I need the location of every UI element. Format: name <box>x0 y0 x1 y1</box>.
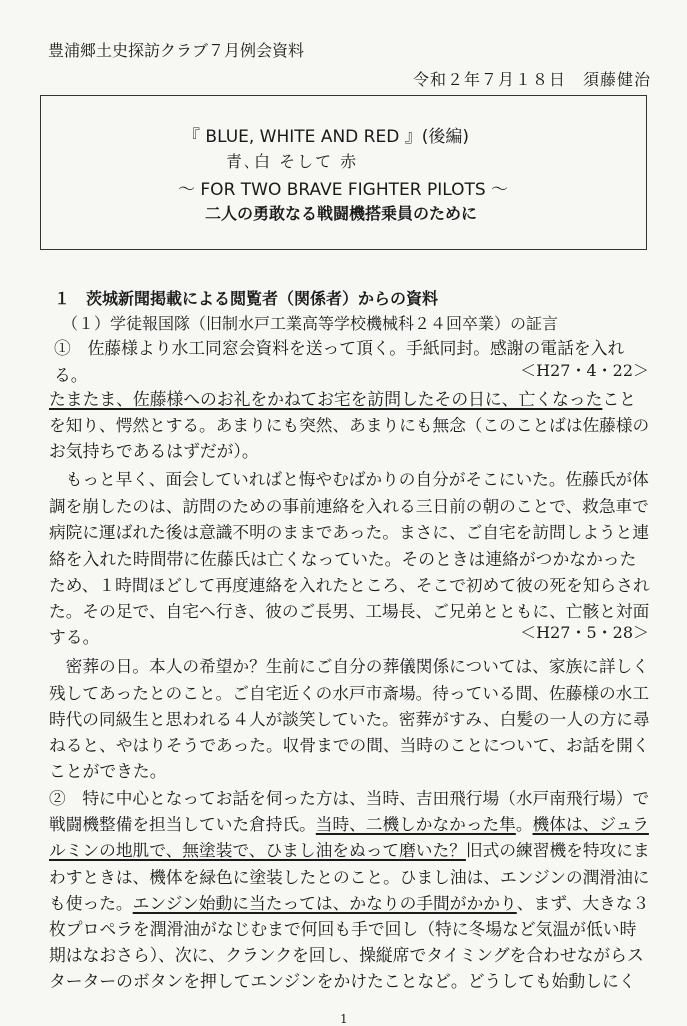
title-line-4: 二人の勇敢なる戦闘機搭乗員のために <box>205 204 478 223</box>
p4-line-3 <box>49 837 650 861</box>
p3-line-3: 時代の同級生と思われる４人が談笑していた。密葬がすみ、白髪の一人の方に尋 <box>49 710 650 729</box>
p2-line-7: する。 <box>49 627 100 647</box>
p4-line-5-b: 、まず、大きな３ <box>516 893 650 913</box>
p3-line-5: ことができた。 <box>49 761 167 781</box>
document-header-date-author: 令和２年７月１８日 須藤健治 <box>413 70 652 89</box>
p2-line-4: 絡を入れた時間帯に佐藤氏は亡くなっていた。そのときは連絡がつかなかった <box>49 549 637 569</box>
p2-line-1: もっと早く、面会していればと悔やむばかりの自分がそこにいた。佐藤氏が体 <box>49 470 649 489</box>
p3-line-4: ねると、やはりそうであった。収骨までの間、当時のことについて、お話を開く <box>49 735 650 755</box>
section-heading: １ 茨城新聞掲載による閲覧者（関係者）からの資料 <box>54 289 439 308</box>
p1-line-1: ① 佐藤様より水工同窓会資料を送って頂く。手紙同封。感謝の電話を入れ <box>54 338 625 358</box>
p4-line-4: わすときは、機体を緑色に塗装したとのこと。ひまし油は、エンジンの潤滑油に <box>49 867 650 887</box>
title-box <box>40 95 647 250</box>
p4-line-3-underlined: ルミンの地肌で、無塗装で、ひまし油をぬって磨いた？ <box>49 840 466 860</box>
p2-line-2: 調を崩したのは、訪問のための事前連絡を入れる三日前の朝のことで、救急車で <box>49 497 649 516</box>
p4-line-5 <box>49 890 649 914</box>
p1-line-3-underlined: たまたま、佐藤様へのお礼をかねてお宅を訪問したその日に、亡くなった <box>49 389 603 409</box>
document-header-club: 豊浦郷土史探訪クラブ７月例会資料 <box>48 41 305 60</box>
p4-line-2-underlined-1: 当時、二機しかなかった隼 <box>315 815 516 834</box>
p4-line-2-underlined-2: 機体は、ジュラ <box>532 815 649 834</box>
p4-line-2-a: 戦闘機整備を担当していた倉持氏。 <box>49 815 316 834</box>
page-number: 1 <box>340 1012 348 1026</box>
p3-line-2: 残してあったとのこと。ご自宅近くの水戸市斎場。待っている間、佐藤様の水工 <box>49 684 650 703</box>
p2-line-5: ため、１時間ほどして再度連絡を入れたところ、そこで初めて彼の死を知らされ <box>49 575 650 595</box>
p1-date: ＜H27・4・22＞ <box>520 361 649 380</box>
p4-line-2-b: 。 <box>515 815 533 834</box>
p3-line-1: 密葬の日。本人の希望か？生前にご自分の葬儀関係については、家族に詳しく <box>49 657 649 676</box>
title-line-2: 青､白 そして 赤 <box>226 152 359 171</box>
p2-date: ＜H27・5・28＞ <box>520 623 649 642</box>
p1-line-2: る。 <box>54 365 88 385</box>
p1-line-5: お気持ちであるはずだが）。 <box>49 441 259 461</box>
p2-line-3: 病院に運ばれた後は意識不明のままであった。まさに、ご自宅を訪問しようと連 <box>49 523 650 542</box>
p4-line-5-a: も使った。 <box>49 893 133 913</box>
p4-line-7: 期はなおさら）、次に、クランクを回し、操縦席でタイミングを合わせながらス <box>49 945 644 965</box>
p2-line-6: た。その足で、自宅へ行き、彼のご長男、工場長、ご兄弟とともに、亡骸と対面 <box>49 601 650 621</box>
subsection-heading: （１）学徒報国隊（旧制水戸工業高等学校機械科２４回卒業）の証言 <box>62 314 559 333</box>
p1-line-4: を知り、愕然とする。あまりにも突然、あまりにも無念（このことばは佐藤様の <box>49 416 650 435</box>
p4-line-1: ② 特に中心となってお話を伺った方は、当時、吉田飛行場（水戸南飛行場）で <box>49 789 650 808</box>
title-line-3: ～ FOR TWO BRAVE FIGHTER PILOTS ～ <box>178 180 509 200</box>
title-line-1: 『 BLUE, WHITE AND RED 』(後編) <box>183 127 469 147</box>
p4-line-3-rest: 旧式の練習機を特攻にま <box>465 840 650 860</box>
p4-line-6: 枚プロペラを潤滑油がなじむまで何回も手で回し（特に冬場など気温が低い時 <box>49 919 637 939</box>
p1-line-3-rest: こと <box>602 389 636 409</box>
p4-line-8: ターターのボタンを押してエンジンをかけたことなど。どうしても始動しにく <box>49 971 636 991</box>
p4-line-2 <box>49 811 649 835</box>
p1-line-3 <box>49 386 636 410</box>
p4-line-5-underlined: エンジン始動に当たっては、かなりの手間がかかり <box>132 893 517 913</box>
